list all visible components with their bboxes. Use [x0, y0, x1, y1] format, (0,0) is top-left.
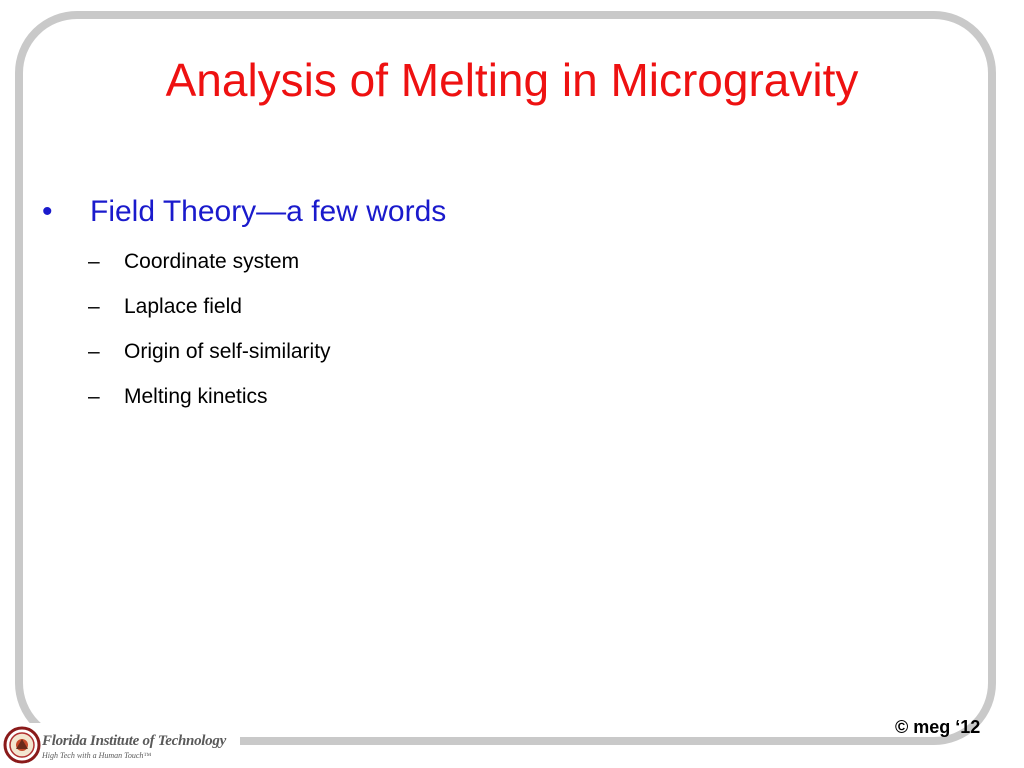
sub-bullet-text: Coordinate system — [124, 250, 300, 273]
fit-logo — [2, 724, 242, 768]
fit-seal-icon — [2, 724, 42, 768]
sub-bullet-marker: – — [88, 340, 100, 363]
sub-bullet-list — [88, 248, 331, 428]
sub-bullet-item — [88, 293, 331, 338]
bullet-marker: • — [42, 195, 53, 228]
bullet-item — [42, 193, 446, 231]
sub-bullet-text: Laplace field — [124, 295, 242, 318]
sub-bullet-text: Melting kinetics — [124, 385, 268, 408]
copyright-notice: © meg ‘12 — [895, 717, 981, 737]
sub-bullet-item — [88, 383, 331, 428]
slide-title: Analysis of Melting in Microgravity — [165, 54, 859, 106]
logo-tagline: High Tech with a Human Touch™ — [42, 751, 152, 760]
sub-bullet-text: Origin of self-similarity — [124, 340, 331, 363]
sub-bullet-marker: – — [88, 295, 100, 318]
logo-name: Florida Institute of Technology — [42, 733, 226, 749]
footer-bar — [230, 739, 890, 745]
sub-bullet-item — [88, 338, 331, 383]
sub-bullet-item — [88, 248, 331, 293]
bullet-text: Field Theory—a few words — [90, 195, 447, 228]
sub-bullet-marker: – — [88, 250, 100, 273]
sub-bullet-marker: – — [88, 385, 100, 408]
